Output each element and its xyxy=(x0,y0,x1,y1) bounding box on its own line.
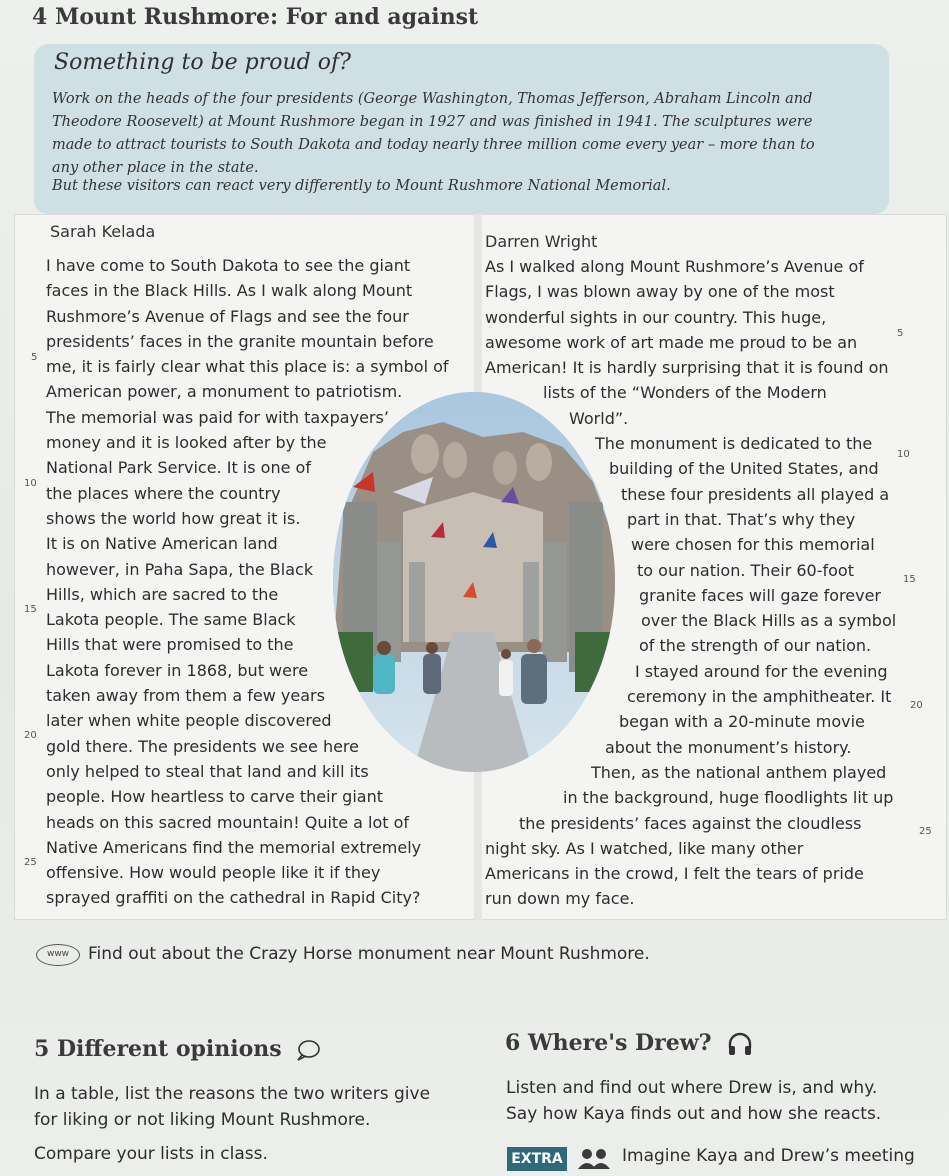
sarah-line: Hills that were promised to the xyxy=(46,635,294,655)
darren-line: ceremony in the amphitheater. It xyxy=(627,687,892,707)
line-number: 25 xyxy=(24,857,37,868)
mount-rushmore-illustration xyxy=(333,392,615,772)
intro-line: made to attract tourists to South Dakota and today nearly three million come every year – more than to xyxy=(52,137,815,153)
darren-line: about the monument’s history. xyxy=(605,737,852,757)
sarah-line: National Park Service. It is one of xyxy=(46,458,311,478)
darren-line: Americans in the crowd, I felt the tears of pride xyxy=(485,864,864,884)
darren-line: Flags, I was blown away by one of the most xyxy=(485,282,835,302)
section-6-title: 6 Where's Drew? xyxy=(505,1030,712,1056)
sarah-line: me, it is fairly clear what this place is: a symbol of xyxy=(46,357,449,377)
darren-line: granite faces will gaze forever xyxy=(639,585,882,605)
sarah-line: people. How heartless to carve their giant xyxy=(46,787,383,807)
pair-work-icon xyxy=(576,1146,612,1170)
line-number: 10 xyxy=(897,449,910,460)
darren-line: were chosen for this memorial xyxy=(631,535,875,555)
sarah-line: the places where the country xyxy=(46,483,281,503)
section-5-title: 5 Different opinions xyxy=(34,1036,282,1062)
line-number: 20 xyxy=(910,700,923,711)
darren-line: to our nation. Their 60-foot xyxy=(637,560,854,580)
darren-line: awesome work of art made me proud to be an xyxy=(485,332,858,352)
www-task-text: Find out about the Crazy Horse monument near Mount Rushmore. xyxy=(88,944,650,964)
darren-line: began with a 20-minute movie xyxy=(619,712,865,732)
darren-line: over the Black Hills as a symbol xyxy=(641,611,897,631)
section-5-heading xyxy=(34,1036,321,1062)
darren-line: wonderful sights in our country. This huge, xyxy=(485,307,827,327)
line-number: 20 xyxy=(24,730,37,741)
section-6-heading xyxy=(505,1030,753,1056)
section-6-line: Say how Kaya finds out and how she reacts. xyxy=(506,1104,882,1124)
sarah-line: however, in Paha Sapa, the Black xyxy=(46,559,314,579)
sarah-line: heads on this sacred mountain! Quite a lot of xyxy=(46,812,410,832)
section-5-line: for liking or not liking Mount Rushmore. xyxy=(34,1110,371,1130)
sarah-line: presidents’ faces in the granite mountain before xyxy=(46,331,434,351)
intro-line: Work on the heads of the four presidents (George Washington, Thomas Jefferson, Abraham Lincoln and xyxy=(52,91,813,107)
darren-line: run down my face. xyxy=(485,889,635,909)
headphones-icon xyxy=(727,1032,753,1056)
darren-line: Then, as the national anthem played xyxy=(591,762,887,782)
sarah-line: offensive. How would people like it if they xyxy=(46,863,381,883)
sarah-line: Rushmore’s Avenue of Flags and see the four xyxy=(46,306,409,326)
darren-line: I stayed around for the evening xyxy=(635,661,888,681)
darren-line: lists of the “Wonders of the Modern xyxy=(543,383,827,403)
sarah-line: I have come to South Dakota to see the giant xyxy=(46,256,411,275)
intro-closing-line: But these visitors can react very differently to Mount Rushmore National Memorial. xyxy=(52,178,671,194)
darren-line: As I walked along Mount Rushmore’s Avenue of xyxy=(485,257,864,276)
sarah-line: Lakota people. The same Black xyxy=(46,610,296,630)
line-number: 5 xyxy=(31,352,38,363)
sarah-line: American power, a monument to patriotism. xyxy=(46,382,403,402)
intro-paragraph xyxy=(52,88,872,180)
extra-badge: EXTRA xyxy=(507,1147,567,1171)
mount-rushmore-photo xyxy=(333,392,615,772)
darren-line: the presidents’ faces against the cloudless xyxy=(519,813,862,833)
sarah-line: Native Americans find the memorial extremely xyxy=(46,837,422,857)
author-darren: Darren Wright xyxy=(485,232,598,251)
section-5-instructions xyxy=(34,1081,430,1167)
intro-title: Something to be proud of? xyxy=(54,50,351,75)
extra-task-text: Imagine Kaya and Drew’s meeting xyxy=(622,1146,915,1166)
author-sarah: Sarah Kelada xyxy=(50,222,156,241)
section-4-heading: 4 Mount Rushmore: For and against xyxy=(32,4,479,30)
line-number: 10 xyxy=(24,478,37,489)
section-6-line: Listen and find out where Drew is, and why. xyxy=(506,1078,878,1098)
darren-line: part in that. That’s why they xyxy=(627,509,856,529)
sarah-line: sprayed graffiti on the cathedral in Rapid City? xyxy=(46,888,421,908)
intro-line: any other place in the state. xyxy=(52,160,259,176)
sarah-line: only helped to steal that land and kill its xyxy=(46,761,369,781)
section-5-line: Compare your lists in class. xyxy=(34,1144,268,1164)
intro-line: Theodore Roosevelt) at Mount Rushmore began in 1927 and was finished in 1941. The sculptures were xyxy=(52,114,813,130)
line-number: 25 xyxy=(919,826,932,837)
sarah-line: It is on Native American land xyxy=(46,534,278,554)
line-number: 5 xyxy=(897,328,904,339)
sarah-line: shows the world how great it is. xyxy=(46,508,301,528)
sarah-line: Lakota forever in 1868, but were xyxy=(46,660,309,680)
sarah-line: later when white people discovered xyxy=(46,711,332,731)
sarah-line: money and it is looked after by the xyxy=(46,433,327,453)
darren-line: American! It is hardly surprising that it is found on xyxy=(485,358,889,378)
darren-line: building of the United States, and xyxy=(609,459,879,479)
www-globe-icon: www xyxy=(36,944,80,966)
speech-bubble-icon xyxy=(295,1039,321,1061)
darren-line: night sky. As I watched, like many other xyxy=(485,838,804,858)
sarah-line: taken away from them a few years xyxy=(46,686,325,706)
line-number: 15 xyxy=(24,604,37,615)
sarah-line: Hills, which are sacred to the xyxy=(46,584,279,604)
darren-line: these four presidents all played a xyxy=(621,484,890,504)
sarah-line: gold there. The presidents we see here xyxy=(46,736,359,756)
darren-line: in the background, huge floodlights lit up xyxy=(563,788,894,808)
section-6-instructions xyxy=(506,1075,881,1127)
darren-line: World”. xyxy=(569,408,629,428)
sarah-line: faces in the Black Hills. As I walk along Mount xyxy=(46,281,413,301)
darren-line: The monument is dedicated to the xyxy=(595,434,873,454)
sarah-line: The memorial was paid for with taxpayers’ xyxy=(46,407,389,427)
darren-line: of the strength of our nation. xyxy=(639,636,872,656)
line-number: 15 xyxy=(903,574,916,585)
section-5-line: In a table, list the reasons the two writers give xyxy=(34,1084,431,1104)
